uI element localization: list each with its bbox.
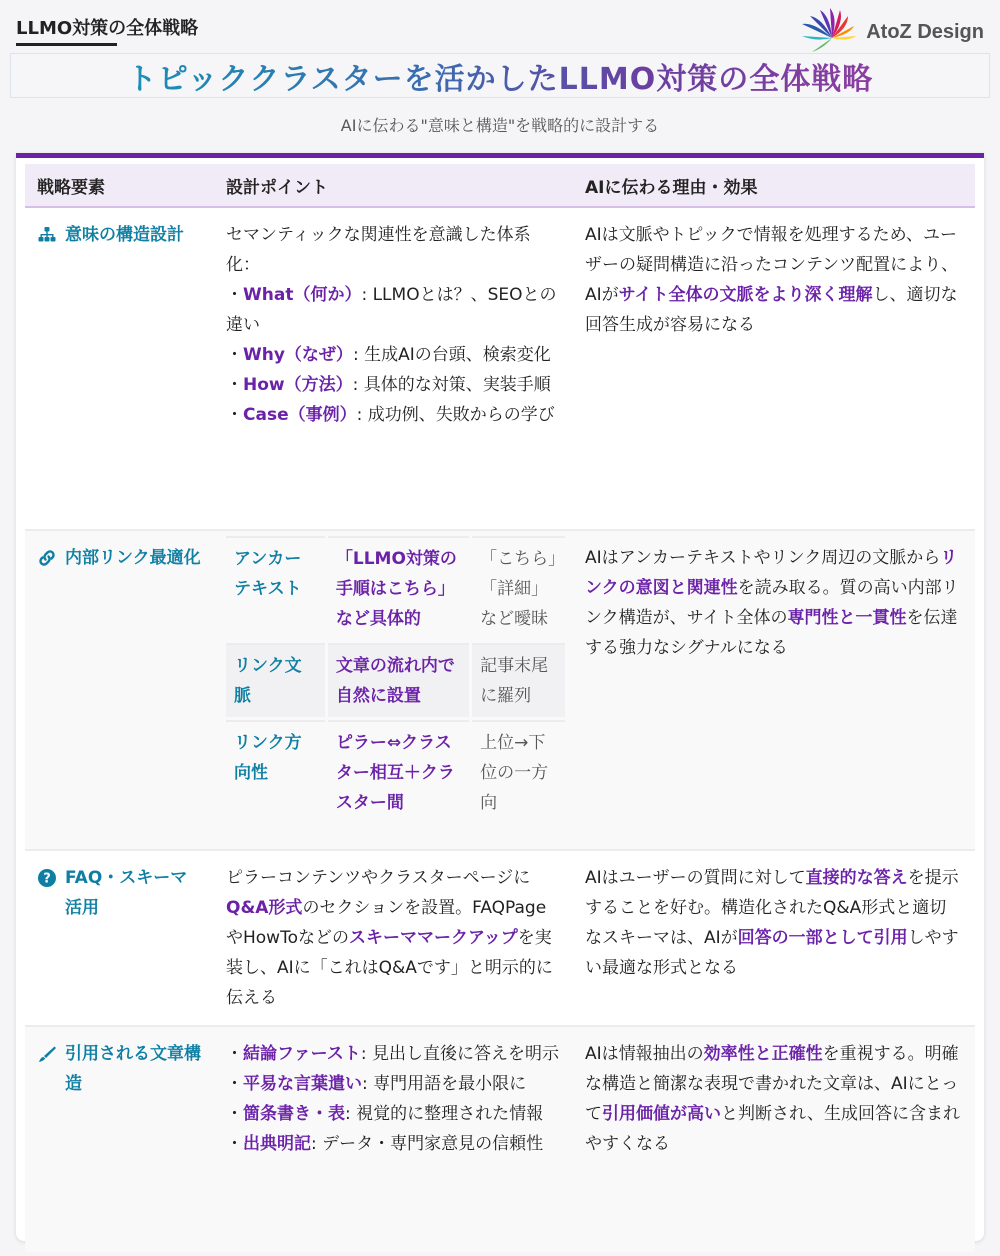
- column-header-effect: AIに伝わる理由・効果: [573, 164, 975, 207]
- bad-practice: 上位→下位の一方向: [472, 720, 565, 824]
- comparison-aspect: リンク方向性: [226, 720, 325, 824]
- bad-practice: 「こちら」「詳細」など曖昧: [472, 536, 565, 640]
- comparison-cell: [214, 530, 573, 850]
- page-section-label: LLMO対策の全体戦略: [16, 18, 199, 39]
- brand-logo-icon: [798, 8, 858, 56]
- design-item: ・結論ファースト: 見出し直後に答えを明示: [226, 1044, 559, 1064]
- effect-cell: AIはアンカーテキストやリンク周辺の文脈からリンクの意図と関連性を読み取る。質の高い内部リンク構造が、サイト全体の専門性と一貫性を伝達する強力なシグナルになる: [573, 530, 975, 850]
- title-banner: [10, 53, 990, 98]
- table-row: [25, 850, 975, 1026]
- strategy-element: [37, 543, 202, 573]
- design-point-cell: [214, 1026, 573, 1252]
- design-item: ・箇条書き・表: 視覚的に整理された情報: [226, 1104, 544, 1124]
- strategy-card: [16, 153, 984, 1241]
- strategy-element-label: 引用される文章構造: [65, 1044, 201, 1094]
- table-row: [25, 530, 975, 850]
- svg-text:?: ?: [43, 871, 51, 887]
- brand-name: AtoZ Design: [866, 20, 984, 43]
- brand: [798, 8, 984, 56]
- design-item: ・Why（なぜ）: 生成AIの台頭、検索変化: [226, 345, 551, 365]
- design-point-cell: [214, 207, 573, 530]
- table-header-row: [25, 164, 975, 207]
- effect-cell: AIは文脈やトピックで情報を処理するため、ユーザーの疑問構造に沿ったコンテンツ配置により、AIがサイト全体の文脈をより深く理解し、適切な回答生成が容易になる: [573, 207, 975, 530]
- column-header-design: 設計ポイント: [214, 164, 573, 207]
- effect-cell: AIは情報抽出の効率性と正確性を重視する。明確な構造と簡潔な表現で書かれた文章は、AIにとって引用価値が高いと判断され、生成回答に含まれやすくなる: [573, 1026, 975, 1252]
- question-circle-icon: [37, 868, 57, 888]
- design-item: ・How（方法）: 具体的な対策、実装手順: [226, 375, 551, 395]
- design-item: ・What（何か）: LLMOとは？、SEOとの違い: [226, 285, 557, 335]
- table-row: [25, 207, 975, 530]
- design-item: ・出典明記: データ・専門家意見の信頼性: [226, 1134, 544, 1154]
- link-icon: [37, 548, 57, 568]
- comparison-row: [226, 720, 565, 824]
- page-title: トピッククラスターを活かしたLLMO対策の全体戦略: [127, 54, 874, 98]
- effect-cell: AIはユーザーの質問に対して直接的な答えを提示することを好む。構造化されたQ&A形式と適切なスキーマは、AIが回答の一部として引用しやすい最適な形式となる: [573, 850, 975, 1026]
- design-intro: セマンティックな関連性を意識した体系化：: [226, 225, 531, 275]
- comparison-aspect: リンク文脈: [226, 643, 325, 717]
- design-point-cell: ピラーコンテンツやクラスターページにQ&A形式のセクションを設置。FAQPageやHowToなどのスキーママークアップを実装し、AIに「これはQ&Aです」と明示的に伝える: [214, 850, 573, 1026]
- strategy-element: [37, 863, 202, 923]
- strategy-table: [25, 164, 975, 1252]
- comparison-aspect: アンカーテキスト: [226, 536, 325, 640]
- strategy-element: [37, 1039, 202, 1099]
- strategy-element-label: 意味の構造設計: [65, 225, 184, 245]
- strategy-element-label: FAQ・スキーマ活用: [65, 868, 188, 918]
- comparison-row: [226, 536, 565, 640]
- page-subtitle: AIに伝わる"意味と構造"を戦略的に設計する: [340, 116, 660, 135]
- sitemap-icon: [37, 225, 57, 245]
- design-item: ・平易な言葉遣い: 専門用語を最小限に: [226, 1074, 527, 1094]
- pen-icon: [37, 1044, 57, 1064]
- comparison-row: [226, 643, 565, 717]
- good-practice: 「LLMO対策の手順はこちら」など具体的: [328, 536, 469, 640]
- design-item: ・Case（事例）: 成功例、失敗からの学び: [226, 405, 555, 425]
- strategy-element-label: 内部リンク最適化: [65, 548, 201, 568]
- section-label-underline: [16, 43, 117, 46]
- good-practice: ピラー⇔クラスター相互＋クラスター間: [328, 720, 469, 824]
- bad-practice: 記事末尾に羅列: [472, 643, 565, 717]
- link-comparison-table: [223, 533, 568, 827]
- good-practice: 文章の流れ内で自然に設置: [328, 643, 469, 717]
- table-row: [25, 1026, 975, 1252]
- strategy-element: [37, 220, 202, 250]
- column-header-element: 戦略要素: [25, 164, 214, 207]
